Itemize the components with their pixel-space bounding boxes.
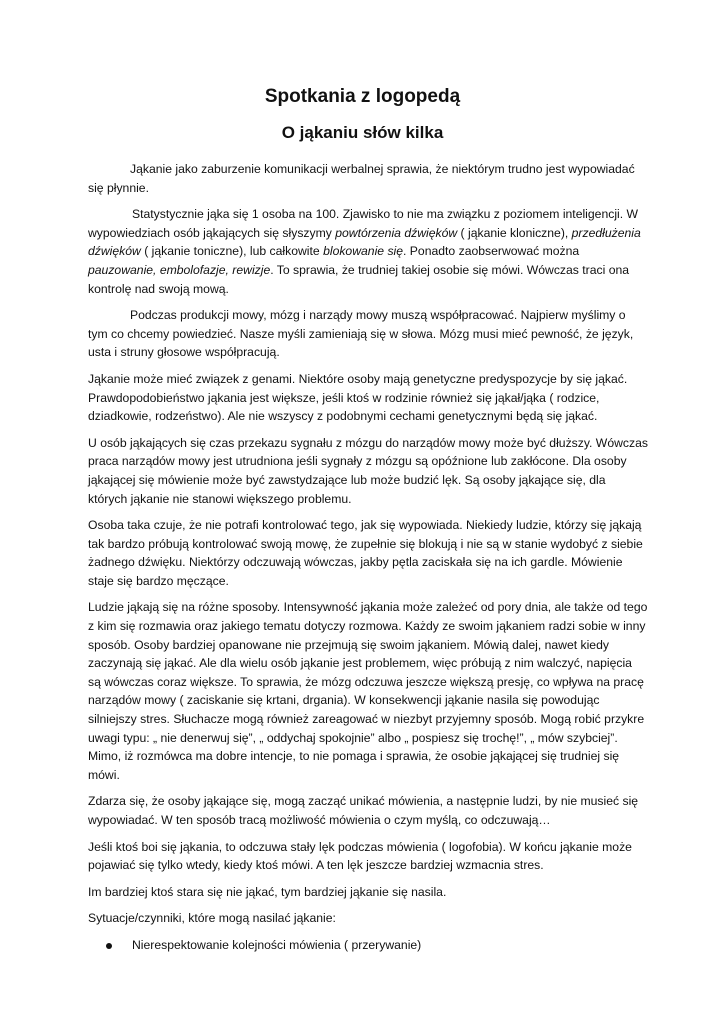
paragraph-1: Jąkanie jako zaburzenie komunikacji werbalnej sprawia, że niektórym trudno jest wypowiadać się płynnie.	[88, 162, 635, 195]
paragraph-11: Sytuacje/czynniki, które mogą nasilać jąkanie:	[88, 911, 336, 926]
factor-list	[88, 936, 648, 955]
paragraph-2-text: . To sprawia, że trudniej takiej osobie się mówi. Wówczas traci ona kontrolę nad swoją mową.	[88, 262, 630, 296]
paragraph-6: Osoba taka czuje, że nie potrafi kontrolować tego, jak się wypowiada. Niekiedy ludzie, którzy się jąkają tak bardzo próbują kontrolować swoją mowę, że zupełnie się blokują i nie są w stanie wydobyć z siebie żadnego dźwięku. Niektórzy odczuwają wówczas, jakby pętla zaciskała się na ich gardle. Mówienie staje się bardzo męczące.	[88, 518, 643, 588]
page-subtitle: O jąkaniu słów kilka	[281, 123, 444, 142]
term-blocking: blokowanie się	[323, 244, 404, 259]
paragraph-10: Im bardziej ktoś stara się nie jąkać, tym bardziej jąkanie się nasila.	[88, 884, 447, 899]
paragraph-8: Zdarza się, że osoby jąkające się, mogą zacząć unikać mówienia, a następnie ludzi, by nie musieć się wypowiadać. W ten sposób tracą możliwość mówienia o czym myślą, co odczuwają…	[88, 794, 639, 827]
paragraph-2-text: ( jąkanie toniczne), lub całkowite	[140, 244, 324, 259]
bullet-icon	[106, 943, 112, 949]
paragraph-2	[88, 205, 648, 298]
paragraph-3: Podczas produkcji mowy, mózg i narządy mowy muszą współpracować. Najpierw myślimy o tym co chcemy powiedzieć. Nasze myśli zamieniają się w słowa. Mózg musi mieć pewność, że język, usta i struny głosowe współpracują.	[88, 308, 634, 360]
list-item	[88, 936, 648, 955]
term-pauses: pauzowanie, embolofazje, rewizje	[88, 262, 271, 277]
paragraph-4: Jąkanie może mieć związek z genami. Niektóre osoby mają genetyczne predyspozycje by się jąkać. Prawdopodobieństwo jąkania jest większe, jeśli ktoś w rodzinie również się jąkał/jąka ( rodzice, dziadkowie, rodzeństwo). Ale nie wszyscy z podobnymi cechami genetycznymi będą się jąkać.	[88, 371, 628, 424]
paragraph-2-text: . Ponadto zaobserwować można	[403, 244, 580, 259]
paragraph-5: U osób jąkających się czas przekazu sygnału z mózgu do narządów mowy może być dłuższy. Wówczas praca narządów mowy jest utrudniona jeśli sygnały z mózgu są opóźnione lub zakłócone. Dla osoby jąkającej się mówienie może być zawstydzające lub może budzić lęk. Są osoby jąkające się, dla których jąkanie nie stanowi większego problemu.	[88, 435, 648, 506]
page-title: Spotkania z logopedą	[264, 86, 461, 107]
paragraph-2-text: ( jąkanie kloniczne),	[457, 225, 572, 240]
paragraph-9: Jeśli ktoś boi się jąkania, to odczuwa stały lęk podczas mówienia ( logofobia). W końcu jąkanie może pojawiać się tylko wtedy, kiedy ktoś mówi. A ten lęk jeszcze bardziej wzmacnia stres.	[88, 839, 632, 873]
term-prolongations: przedłużenia dźwięków	[88, 225, 641, 259]
term-repetitions: powtórzenia dźwięków	[335, 225, 458, 240]
list-item-text: Nierespektowanie kolejności mówienia ( przerywanie)	[132, 937, 422, 952]
document-body	[88, 160, 648, 955]
paragraph-2-text: Statystycznie jąka się 1 osoba na 100. Zjawisko to nie ma związku z poziomem inteligencji. W wypowiedziach osób jąkających się słyszymy	[88, 207, 639, 240]
paragraph-7: Ludzie jąkają się na różne sposoby. Intensywność jąkania może zależeć od pory dnia, ale także od tego z kim się rozmawia oraz jakiego tematu dotyczy rozmowa. Każdy ze swoim jąkaniem radzi sobie w inny sposób. Osoby bardziej opanowane nie przejmują się swoim jąkaniem. Mówią dalej, nawet kiedy zaczynają się jąkać. Ale dla wielu osób jąkanie jest problemem, więc próbują z nim walczyć, napięcia są wówczas coraz większe. To sprawia, że mózg odczuwa jeszcze większą presję, co wpływa na pracę narządów mowy ( zaciskanie się krtani, drgania). W konsekwencji jąkanie nasila się powodując silniejszy stres. Słuchacze mogą również zareagować w niezbyt przyjemny sposób. Mogą robić przykre uwagi typu: „ nie denerwuj się”, „ oddychaj spokojnie” albo „ pospiesz się trochę!”, „ mów szybciej”. Mimo, iż rozmówca ma dobre intencje, to nie pomaga i sprawia, że osobie jąkającej się trudniej się mówi.	[88, 600, 648, 782]
